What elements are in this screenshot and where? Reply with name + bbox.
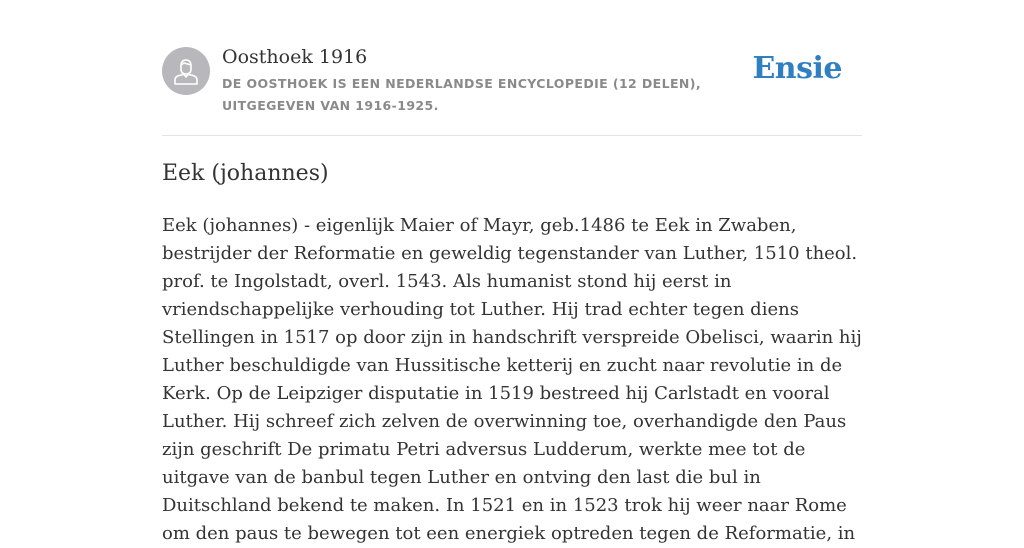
divider xyxy=(162,135,862,136)
entry-title: Eek (johannes) xyxy=(162,161,329,186)
source-header xyxy=(162,47,862,135)
source-description: DE OOSTHOEK IS EEN NEDERLANDSE ENCYCLOPEDIE (12 DELEN), UITGEGEVEN VAN 1916-1925. xyxy=(222,76,702,113)
avatar[interactable] xyxy=(162,47,210,95)
user-silhouette-icon xyxy=(171,56,201,86)
source-info xyxy=(222,47,762,117)
entry-body: Eek (johannes) - eigenlijk Maier of Mayr, geb.1486 te Eek in Zwaben, bestrijder der Reformatie en geweldig tegenstander van Luther, 1510 theol. prof. te Ingolstadt, overl. 1543. Als humanist stond hij eerst in vriendschappelijke verhouding tot Luther. Hij trad echter tegen diens Stellingen in 1517 op door zijn in handschrift verspreide Obelisci, waarin hij Luther beschuldigde van Hussitische ketterij en zucht naar revolutie in de Kerk. Op de Leipziger disputatie in 1519 bestreed hij Carlstadt en vooral Luther. Hij schreef zich zelven de overwinning toe, overhandigde den Paus zijn geschrift De primatu Petri adversus Ludderum, werkte mee tot de uitgave van de banbul tegen Luther en ontving den last die bul in Duitschland bekend te maken. In 1521 en in 1523 trok hij weer naar Rome om den paus te bewegen tot een energiek optreden tegen de Reformatie, in xyxy=(162,215,862,544)
ensie-logo[interactable]: Ensie xyxy=(752,51,842,86)
source-title[interactable]: Oosthoek 1916 xyxy=(222,46,368,68)
